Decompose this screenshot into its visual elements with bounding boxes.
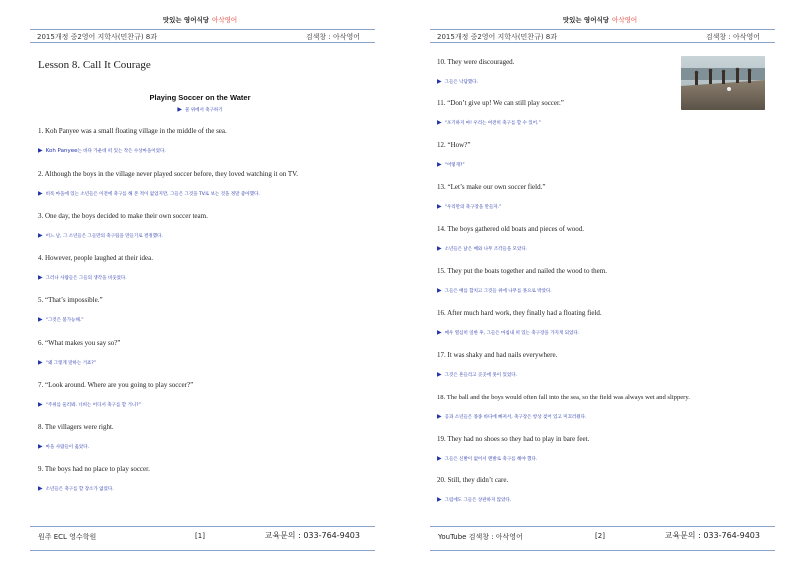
triangle-bullet-icon: ▶ <box>437 119 442 126</box>
korean-translation: ▶ “우리만의 축구장을 만들자.” <box>437 203 502 210</box>
english-sentence: 16. After much hard work, they finally had a floating field. <box>437 309 602 317</box>
korean-translation: ▶ 소년들은 축구를 할 장소가 없었다. <box>38 485 114 492</box>
footer-youtube: YouTube 검색창 : 아삭영어 <box>438 533 523 541</box>
english-sentence: 3. One day, the boys decided to make their own soccer team. <box>38 212 208 220</box>
sentence-item <box>38 423 383 451</box>
korean-translation: ▶ 공과 소년들은 종종 바다에 빠져서, 축구장은 항상 젖어 있고 미끄러웠다. <box>437 413 587 420</box>
lesson-title: Lesson 8. Call It Courage <box>38 59 151 71</box>
english-sentence: 8. The villagers were right. <box>38 423 114 431</box>
sentence-item <box>38 381 383 409</box>
english-sentence: 7. “Look around. Where are you going to play soccer?” <box>38 381 194 389</box>
sentence-item <box>38 254 383 282</box>
brand-sub: 아삭영어 <box>212 16 238 24</box>
triangle-bullet-icon: ▶ <box>38 147 43 154</box>
korean-translation: ▶ 그러나 사람들은 그들의 생각을 비웃었다. <box>38 274 127 281</box>
sentence-item <box>38 339 383 367</box>
korean-translation: ▶ 그들은 신발이 없어서 맨발로 축구를 해야 했다. <box>437 455 538 462</box>
triangle-bullet-icon: ▶ <box>437 455 442 462</box>
brand-name: 맛있는 영어식당 <box>162 16 210 24</box>
sentence-item <box>437 476 782 504</box>
page-2 <box>400 0 800 566</box>
sentence-item <box>38 127 383 155</box>
english-sentence: 14. The boys gathered old boats and pieces of wood. <box>437 225 585 233</box>
english-sentence: 10. They were discouraged. <box>437 58 515 66</box>
footer-rule-top <box>30 526 375 527</box>
footer-rule-bottom <box>30 550 375 551</box>
triangle-bullet-icon: ▶ <box>38 443 43 450</box>
triangle-bullet-icon: ▶ <box>437 78 442 85</box>
triangle-bullet-icon: ▶ <box>437 203 442 210</box>
korean-translation: ▶ “왜 그렇게 말하는 거죠?” <box>38 359 97 366</box>
brand-sub: 아삭영어 <box>612 16 638 24</box>
sentence-item <box>38 296 383 324</box>
triangle-bullet-icon: ▶ <box>38 359 43 366</box>
triangle-bullet-icon: ▶ <box>437 329 442 336</box>
triangle-bullet-icon: ▶ <box>38 232 43 239</box>
header-rule-bottom <box>430 42 775 43</box>
brand-banner <box>400 15 800 24</box>
sentence-item <box>38 212 383 240</box>
sentence-item <box>437 435 782 463</box>
english-sentence: 1. Koh Panyee was a small floating village in the middle of the sea. <box>38 127 227 135</box>
triangle-bullet-icon: ▶ <box>437 161 442 168</box>
sentence-item <box>38 465 383 493</box>
sentence-item <box>437 99 782 127</box>
korean-translation: ▶ “어떻게?” <box>437 161 465 168</box>
triangle-bullet-icon: ▶ <box>437 496 442 503</box>
triangle-bullet-icon: ▶ <box>437 287 442 294</box>
footer-contact: 교육문의 : 033-764-9403 <box>664 531 760 540</box>
english-sentence: 2. Although the boys in the village never played soccer before, they loved watching it on TV. <box>38 170 299 178</box>
english-sentence: 15. They put the boats together and nailed the wood to them. <box>437 267 607 275</box>
triangle-bullet-icon: ▶ <box>38 485 43 492</box>
sentence-item <box>437 267 782 295</box>
page-number: [2] <box>595 532 605 540</box>
page-number: [1] <box>195 532 205 540</box>
footer-contact: 교육문의 : 033-764-9403 <box>264 531 360 540</box>
footer-rule-bottom <box>430 550 775 551</box>
sentence-item <box>437 225 782 253</box>
header-course: 2015개정 중2영어 지학사(민찬규) 8과 <box>437 33 558 41</box>
korean-translation: ▶ Koh Panyee는 바다 가운데 떠 있는 작은 수상마을이었다. <box>38 147 166 154</box>
header-rule-top <box>30 29 375 30</box>
footer-rule-top <box>430 526 775 527</box>
korean-translation: ▶ 비록 마을에 있는 소년들은 이전에 축구를 해 본 적이 없었지만, 그들은 그것을 TV로 보는 것을 정말 좋아했다. <box>38 190 260 197</box>
korean-translation: ▶ “포기하지 마! 우리는 여전히 축구를 할 수 있어.” <box>437 119 541 126</box>
english-sentence: 18. The ball and the boys would often fall into the sea, so the field was always wet and slippery. <box>437 394 690 401</box>
triangle-bullet-icon: ▶ <box>437 413 442 420</box>
triangle-bullet-icon: ▶ <box>38 190 43 197</box>
triangle-bullet-icon: ▶ <box>177 106 182 113</box>
english-sentence: 9. The boys had no place to play soccer. <box>38 465 150 473</box>
triangle-bullet-icon: ▶ <box>437 245 442 252</box>
korean-translation: ▶ 어느 날, 그 소년들은 그들만의 축구팀을 만들기로 결정했다. <box>38 232 163 239</box>
korean-translation: ▶ “주위를 둘러봐. 너희는 어디서 축구를 할 거니?” <box>38 401 141 408</box>
header-rule-top <box>430 29 775 30</box>
sentence-item <box>437 58 782 86</box>
sentence-item <box>38 170 383 198</box>
brand-name: 맛있는 영어식당 <box>562 16 610 24</box>
sentence-item <box>437 309 782 337</box>
korean-translation: ▶ “그것은 불가능해.” <box>38 316 84 323</box>
triangle-bullet-icon: ▶ <box>437 371 442 378</box>
korean-translation: ▶ 마을 사람들이 옳았다. <box>38 443 90 450</box>
triangle-bullet-icon: ▶ <box>38 274 43 281</box>
brand-banner <box>0 15 400 24</box>
english-sentence: 11. “Don’t give up! We can still play soccer.” <box>437 99 564 107</box>
sentence-item <box>437 141 782 169</box>
korean-translation: ▶ 그럼에도 그들은 상관하지 않았다. <box>437 496 512 503</box>
header-search: 검색창 : 아삭영어 <box>305 33 360 41</box>
header-rule-bottom <box>30 42 375 43</box>
triangle-bullet-icon: ▶ <box>38 316 43 323</box>
english-sentence: 13. “Let’s make our own soccer field.” <box>437 183 546 191</box>
header-search: 검색창 : 아삭영어 <box>705 33 760 41</box>
korean-translation: ▶ 그것은 흔들리고 곳곳에 못이 있었다. <box>437 371 517 378</box>
english-sentence: 5. “That’s impossible.” <box>38 296 103 304</box>
header-course: 2015개정 중2영어 지학사(민찬규) 8과 <box>37 33 158 41</box>
sentence-item <box>437 351 782 379</box>
triangle-bullet-icon: ▶ <box>38 401 43 408</box>
english-sentence: 12. “How?” <box>437 141 471 149</box>
footer-academy: 원주 ECL 영수학원 <box>38 533 97 541</box>
korean-translation: ▶ 그들은 배를 합치고 그것들 위에 나무를 못으로 박았다. <box>437 287 552 294</box>
section-subtitle: ▶ 물 위에서 축구하기 <box>177 106 223 113</box>
korean-translation: ▶ 소년들은 낡은 배와 나무 조각들을 모았다. <box>437 245 528 252</box>
english-sentence: 20. Still, they didn’t care. <box>437 476 509 484</box>
sentence-item <box>437 393 782 421</box>
korean-translation: ▶ 매우 열심히 일한 후, 그들은 마침내 떠 있는 축구장을 가지게 되었다. <box>437 329 580 336</box>
sentence-item <box>437 183 782 211</box>
section-title: Playing Soccer on the Water <box>149 93 251 102</box>
english-sentence: 17. It was shaky and had nails everywhere. <box>437 351 558 359</box>
english-sentence: 6. “What makes you say so?” <box>38 339 121 347</box>
english-sentence: 19. They had no shoes so they had to play in bare feet. <box>437 435 590 443</box>
korean-translation: ▶ 그들은 낙담했다. <box>437 78 478 85</box>
english-sentence: 4. However, people laughed at their idea. <box>38 254 153 262</box>
